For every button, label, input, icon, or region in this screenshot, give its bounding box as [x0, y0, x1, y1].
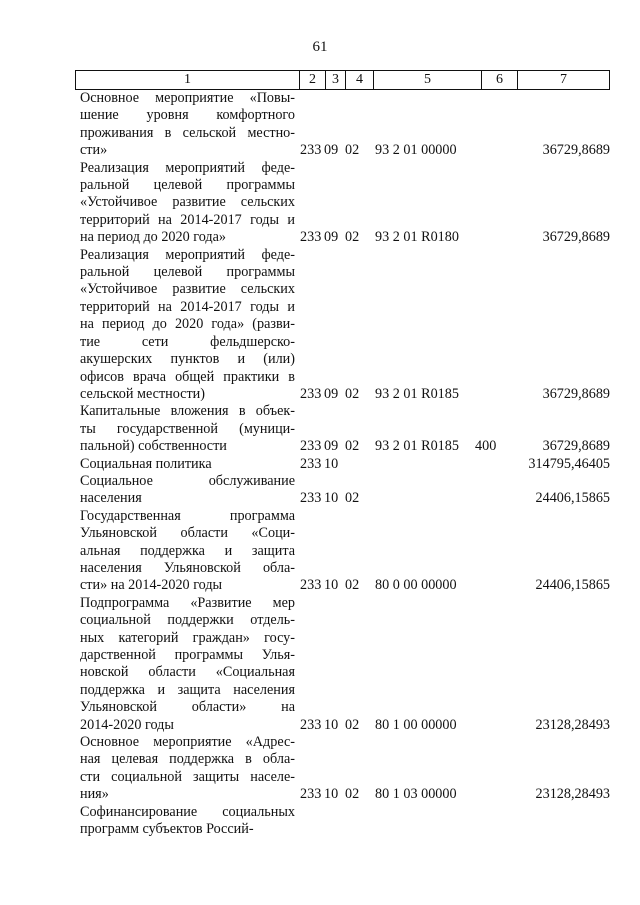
- description-line: ральной целевой программы: [80, 264, 295, 281]
- description-line: ральной целевой программы: [80, 177, 295, 194]
- cell-c3: 09: [324, 142, 339, 159]
- description-line: поддержка и защита населения: [80, 681, 295, 698]
- cell-c7: 314795,46405: [528, 455, 610, 472]
- description-line: офисов врача общей практики в: [80, 368, 295, 385]
- description-line: населения Ульяновской обла-: [80, 559, 295, 576]
- description-line: населения: [80, 490, 142, 507]
- description-line: тие сети фельдшерско-: [80, 333, 295, 350]
- description-line: Подпрограмма «Развитие мер: [80, 594, 295, 611]
- cell-c3: 10: [324, 786, 339, 803]
- description-line: Основное мероприятие «Адрес-: [80, 734, 295, 751]
- cell-c7: 36729,8689: [542, 229, 610, 246]
- cell-c3: 09: [324, 385, 339, 402]
- cell-c4: 02: [345, 716, 360, 733]
- table-row: [80, 473, 610, 508]
- description-line: сти» на 2014-2020 годы: [80, 577, 223, 594]
- description-line: «Устойчивое развитие сельских: [80, 281, 295, 298]
- description-line: шение уровня комфортного: [80, 107, 295, 124]
- description-line: территорий на 2014-2017 годы и: [80, 298, 295, 315]
- cell-c2: 233: [300, 455, 322, 472]
- cell-c3: 10: [324, 455, 339, 472]
- header-col-3: 3: [325, 71, 345, 89]
- cell-c7: 24406,15865: [535, 577, 610, 594]
- table-row: [80, 734, 610, 804]
- cell-c2: 233: [300, 438, 322, 455]
- description-line: Государственная программа: [80, 507, 295, 524]
- cell-c2: 233: [300, 385, 322, 402]
- cell-c7: 36729,8689: [542, 142, 610, 159]
- row-description: [80, 734, 295, 804]
- cell-c3: 09: [324, 229, 339, 246]
- description-line: Социальная политика: [80, 455, 212, 472]
- cell-c5: 80 1 00 00000: [375, 716, 457, 733]
- header-col-2: 2: [299, 71, 325, 89]
- cell-c5: 93 2 01 R0180: [375, 229, 459, 246]
- row-description: [80, 403, 295, 455]
- cell-c5: 93 2 01 R0185: [375, 385, 459, 402]
- description-line: Капитальные вложения в объек-: [80, 403, 295, 420]
- cell-c3: 10: [324, 490, 339, 507]
- description-line: Реализация мероприятий феде-: [80, 246, 295, 263]
- table-row: [80, 456, 610, 473]
- description-line: «Устойчивое развитие сельских: [80, 194, 295, 211]
- cell-c7: 36729,8689: [542, 438, 610, 455]
- table-row: [80, 90, 610, 160]
- table-row: [80, 247, 610, 404]
- description-line: Основное мероприятие «Повы-: [80, 90, 295, 106]
- cell-c7: 24406,15865: [535, 490, 610, 507]
- description-line: проживания в сельской местно-: [80, 124, 295, 141]
- cell-c7: 23128,28493: [535, 786, 610, 803]
- description-line: альная поддержка и защита: [80, 542, 295, 559]
- description-line: на период до 2020 года»: [80, 229, 227, 246]
- cell-c2: 233: [300, 716, 322, 733]
- row-description: [80, 508, 295, 595]
- description-line: сельской местности): [80, 385, 205, 402]
- description-line: сти»: [80, 142, 108, 159]
- description-line: территорий на 2014-2017 годы и: [80, 211, 295, 228]
- header-col-6: 6: [481, 71, 517, 89]
- cell-c4: 02: [345, 438, 360, 455]
- cell-c2: 233: [300, 490, 322, 507]
- cell-c5: 80 1 03 00000: [375, 786, 457, 803]
- row-description: [80, 595, 295, 734]
- cell-c4: 02: [345, 229, 360, 246]
- table-row: [80, 403, 610, 455]
- cell-c3: 10: [324, 577, 339, 594]
- cell-c3: 09: [324, 438, 339, 455]
- description-line: ных категорий граждан» госу-: [80, 629, 295, 646]
- description-line: Социальное обслуживание: [80, 472, 295, 489]
- description-line: акушерских пунктов и (или): [80, 351, 295, 368]
- cell-c4: 02: [345, 385, 360, 402]
- row-description: [80, 804, 295, 839]
- cell-c2: 233: [300, 577, 322, 594]
- table-header: [75, 70, 610, 90]
- table-row: [80, 508, 610, 595]
- description-line: социальной поддержки отдель-: [80, 612, 295, 629]
- cell-c5: 80 0 00 00000: [375, 577, 457, 594]
- header-col-1: 1: [184, 72, 191, 87]
- cell-c2: 233: [300, 142, 322, 159]
- description-line: Реализация мероприятий феде-: [80, 159, 295, 176]
- cell-c4: 02: [345, 786, 360, 803]
- cell-c4: 02: [345, 142, 360, 159]
- description-line: Ульяновской области «Соци-: [80, 525, 295, 542]
- cell-c2: 233: [300, 229, 322, 246]
- row-description: [80, 456, 295, 473]
- cell-c5: 93 2 01 R0185: [375, 438, 459, 455]
- cell-c7: 23128,28493: [535, 716, 610, 733]
- description-line: пальной) собственности: [80, 438, 227, 455]
- row-description: [80, 160, 295, 247]
- header-col-4: 4: [345, 71, 373, 89]
- row-description: [80, 90, 295, 160]
- description-line: ния»: [80, 786, 109, 803]
- description-line: Ульяновской области» на: [80, 699, 295, 716]
- description-line: программ субъектов Россий-: [80, 821, 254, 838]
- header-col-5: 5: [373, 71, 481, 89]
- description-line: ты государственной (муници-: [80, 420, 295, 437]
- description-line: 2014-2020 годы: [80, 716, 174, 733]
- cell-c4: 02: [345, 490, 360, 507]
- table-row: [80, 804, 610, 839]
- cell-c6: 400: [475, 438, 497, 455]
- table-row: [80, 160, 610, 247]
- description-line: Софинансирование социальных: [80, 803, 295, 820]
- description-line: дарственной программы Улья-: [80, 647, 295, 663]
- cell-c3: 10: [324, 716, 339, 733]
- cell-c7: 36729,8689: [542, 385, 610, 402]
- row-description: [80, 473, 295, 508]
- header-col-7: 7: [517, 71, 609, 89]
- table-row: [80, 595, 610, 734]
- cell-c2: 233: [300, 786, 322, 803]
- row-description: [80, 247, 295, 404]
- table-body: [80, 90, 610, 838]
- page-number: 61: [312, 39, 328, 55]
- description-line: новской области «Социальная: [80, 664, 295, 681]
- cell-c4: 02: [345, 577, 360, 594]
- cell-c5: 93 2 01 00000: [375, 142, 457, 159]
- description-line: сти социальной защиты населе-: [80, 768, 295, 785]
- description-line: на период до 2020 года» (разви-: [80, 316, 295, 333]
- description-line: ная целевая поддержка в обла-: [80, 751, 295, 768]
